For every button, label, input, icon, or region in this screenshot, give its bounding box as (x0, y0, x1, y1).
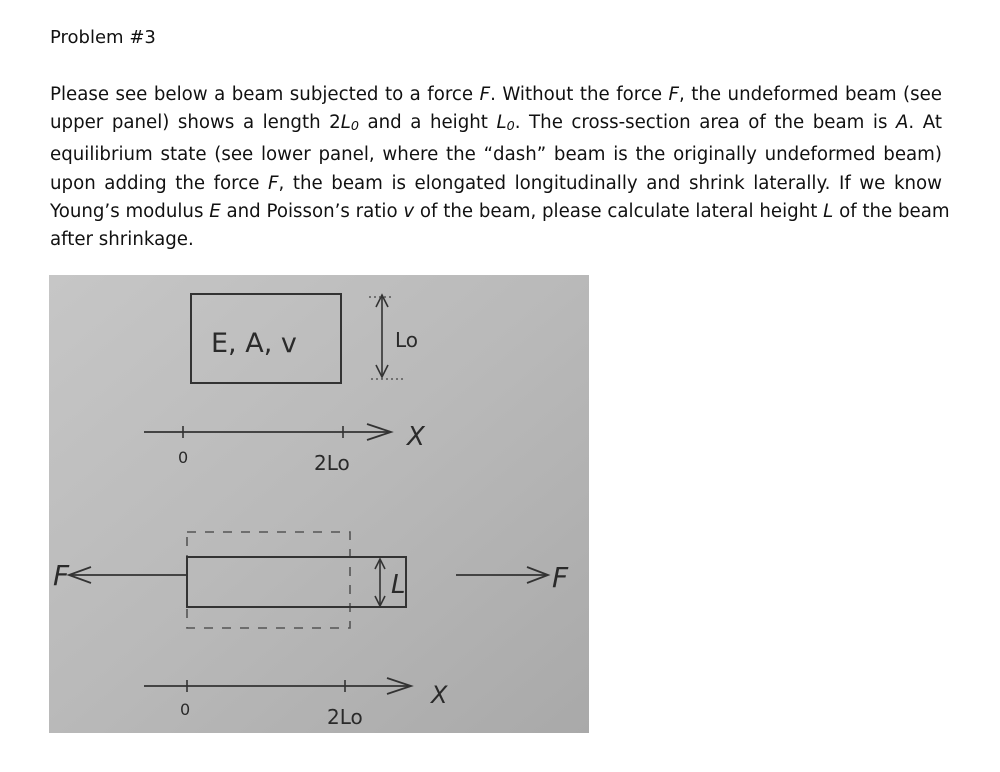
beam-sketch (49, 275, 589, 733)
height-l-label: L (391, 570, 406, 600)
upper-axis-x-label: X (407, 422, 425, 452)
math-subscript: 0 (350, 119, 359, 135)
math-symbol: F (479, 84, 491, 105)
right-force-label: F (552, 561, 569, 594)
text-run: and Poisson’s ratio (220, 200, 404, 222)
upper-origin-label: 0 (178, 448, 189, 467)
text-run: , the beam is elongated longitudinally and shrink laterally. If we know (278, 172, 943, 194)
left-force-label: F (53, 559, 70, 592)
paragraph-line (50, 198, 950, 226)
math-symbol: A (895, 112, 909, 134)
math-subscript: 0 (506, 119, 515, 135)
math-symbol: L (340, 112, 351, 134)
beam-properties-label: E, A, v (211, 328, 297, 359)
text-run: upper panel) shows a length 2 (50, 112, 341, 134)
text-run: Please see below a beam subjected to a force (50, 84, 480, 105)
beam-figure-photo (49, 275, 589, 733)
paragraph-line (50, 170, 942, 198)
text-run: . The cross-section area of the beam is (514, 112, 896, 134)
lower-2lo-label: 2Lo (327, 705, 363, 729)
math-symbol: L (823, 200, 834, 222)
lower-origin-label: 0 (180, 700, 191, 719)
problem-statement (50, 81, 950, 254)
math-symbol: E (209, 200, 221, 222)
math-symbol: F (668, 84, 679, 105)
paragraph-line (50, 81, 942, 109)
text-run: upon adding the force (50, 172, 269, 194)
paragraph-line (50, 141, 942, 169)
text-run: and a height (358, 112, 497, 134)
text-run: . At (908, 112, 942, 134)
text-run: Young’s modulus (50, 200, 210, 222)
upper-2lo-label: 2Lo (314, 451, 350, 475)
text-run: after shrinkage. (50, 228, 194, 250)
paper-background (49, 275, 589, 733)
text-run: equilibrium state (see lower panel, where the “dash” beam is the originally undeformed beam) (50, 144, 942, 166)
paragraph-line (50, 226, 942, 254)
text-run: of the beam (833, 200, 950, 222)
lower-axis-x-label: X (431, 681, 448, 709)
text-run: , the undeformed beam (see (678, 84, 942, 105)
math-symbol: v (403, 200, 415, 222)
math-symbol: L (496, 112, 507, 134)
problem-heading: Problem #3 (50, 27, 156, 48)
paragraph-line (50, 109, 942, 141)
text-run: of the beam, please calculate lateral height (414, 200, 824, 222)
math-symbol: F (268, 172, 279, 194)
text-run: . Without the force (490, 84, 669, 105)
height-lo-label: Lo (395, 328, 419, 352)
